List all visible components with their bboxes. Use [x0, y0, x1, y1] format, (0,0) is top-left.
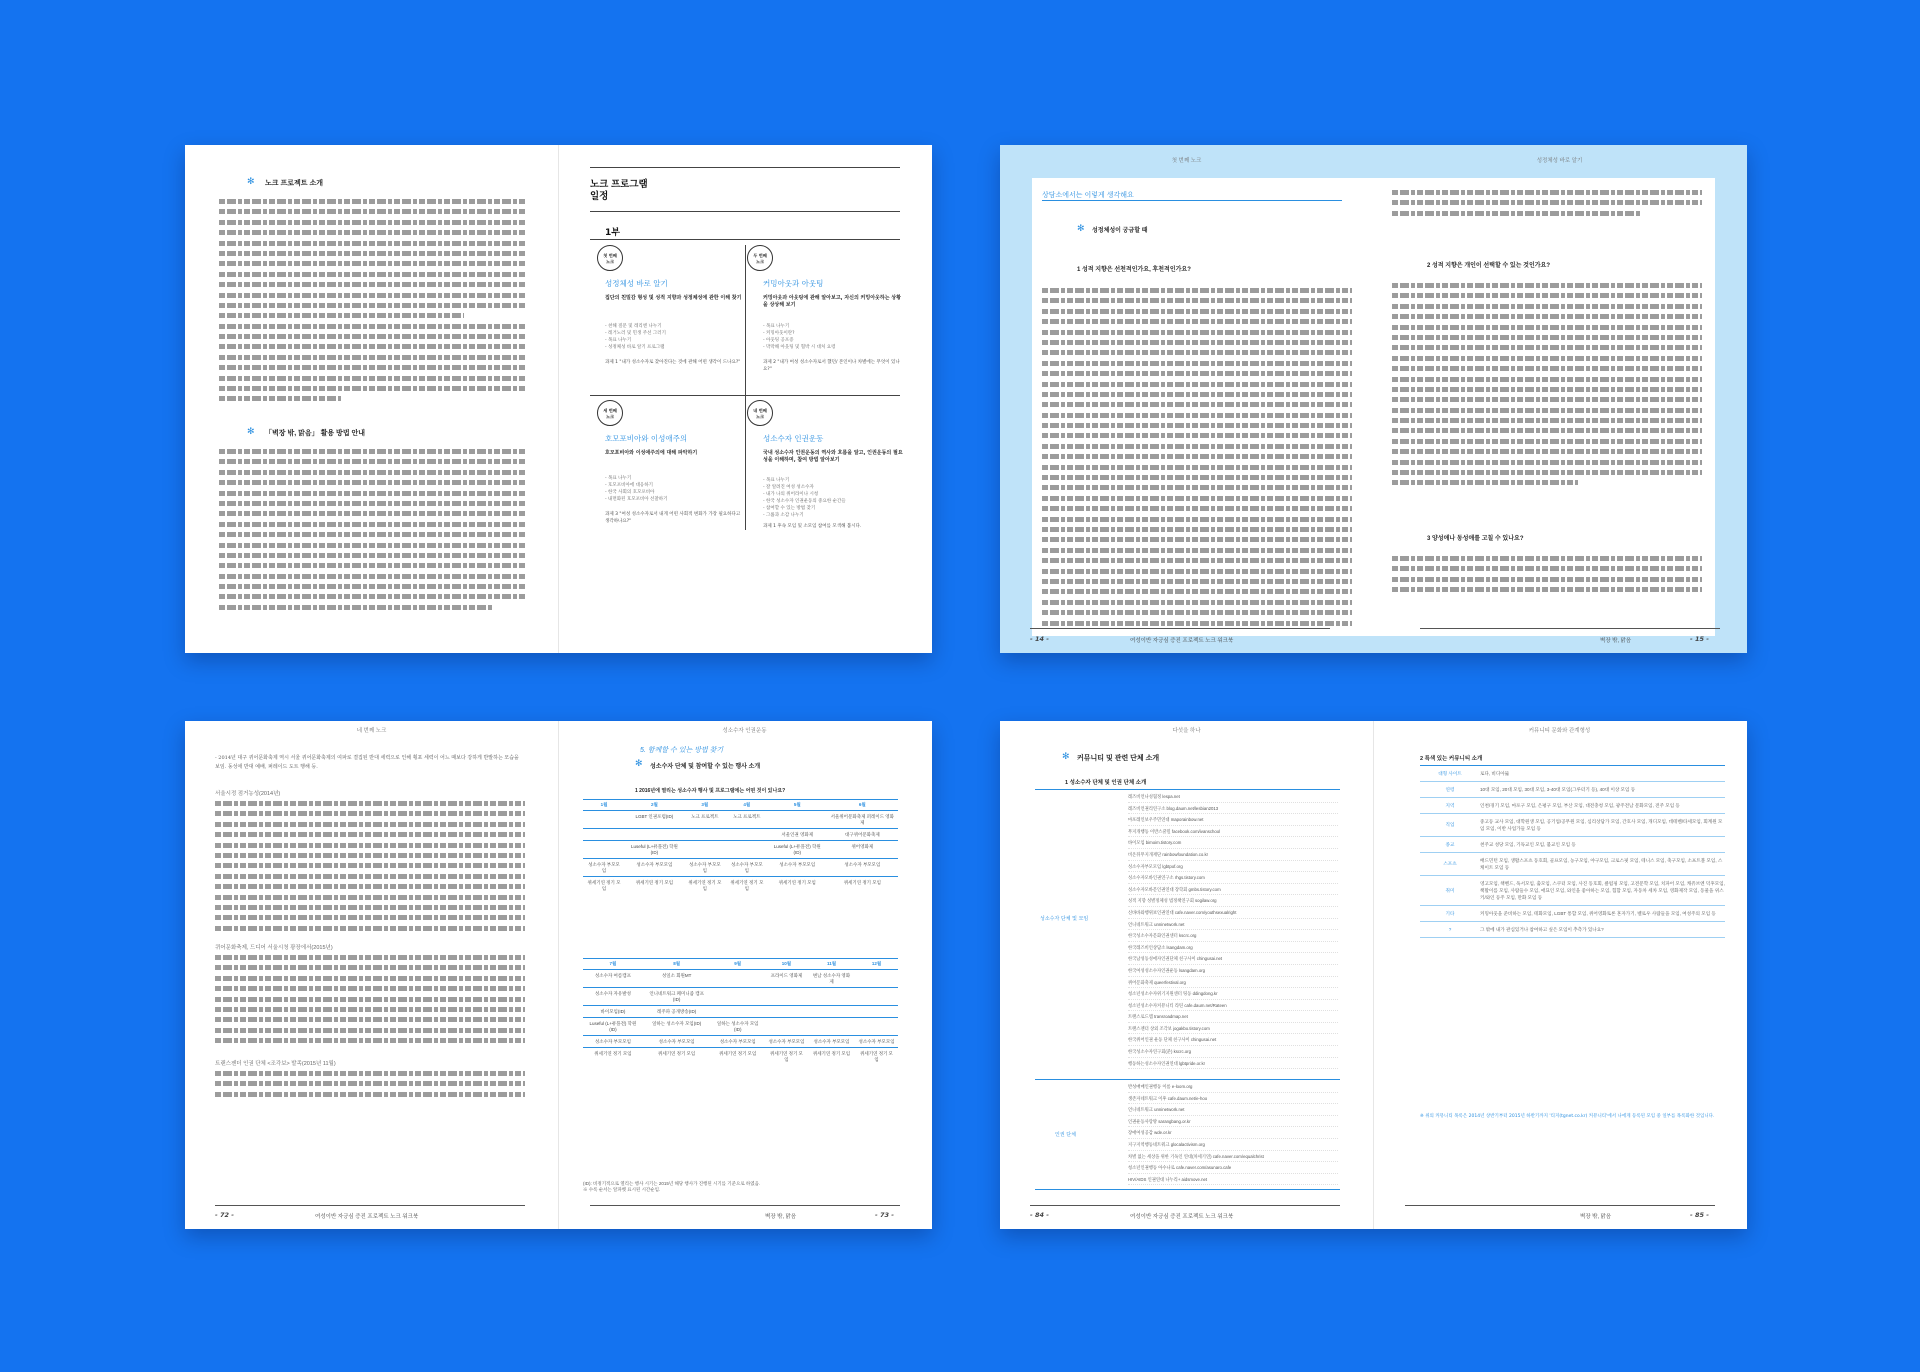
session-items: - 목표 나누기 - 호모포비아에 대응하기 - 한국 사회의 호모포비아 - 내면화된 호모포비아 선찰하기 과제 3 "여성 성소수자로서 내게 어떤 사회적 변화가 가장 필요하다고 생각하나요?" [605, 476, 741, 524]
table-note: (ID): 비정기적으로 열리는 행사 시기는 2015년 해당 행사가 진행된 시기를 기준으로 하였음. ※ 수록 순서는 알파벳 표시된 시간순임. [583, 1181, 761, 1192]
row-key: 지역 [1445, 802, 1455, 808]
row-value: 배드민턴 모임, 생활스포츠 동호회, 골프모임, 농구모임, 야구모임, 크로스핏 모임, 테니스 모임, 축구모임, 소프트볼 모임, 스케이트 모임 등 [1480, 858, 1723, 870]
running-head: 다섯을 하나 [1172, 728, 1201, 734]
month-header: 7월 [583, 959, 643, 970]
table-cell: 성소수자 부모모임 [583, 1036, 643, 1048]
table-cell: 퀴세기연 정기 모임 [726, 877, 768, 895]
table-cell: 서울퀴어문화축제 퍼레이드 영화제 [830, 813, 894, 825]
session-items: - 천해 질문 및 레리엔 나누기 - 레거노러 및 민생 주선 그러기 - 목표 나누기 - 성정체성 바로 알기 프로그램 과제 1 "내가 성소수자로 찾아진다는 것에 관해 어떤 생각이 드나요?" [605, 324, 741, 365]
list-item: 차별 없는 세상을 위한 기독인 연대(차세기연) cafe.naver.com/equalchrist [1128, 1151, 1338, 1163]
spread-page-2 [1000, 145, 1747, 653]
row-value: 인천/경기 모임, 마포구 모임, 은평구 모임, 부산 모임, 대전충청 모임, 광주전남 문화모임, 전주 모임 등 [1480, 803, 1680, 808]
asterisk-icon: ✻ [1077, 224, 1085, 234]
rule [1042, 200, 1342, 201]
session-subtitle: 호모포비아와 이성애주의에 대해 파악하기 [605, 450, 698, 456]
table-row [583, 841, 898, 859]
divider-horizontal [590, 395, 900, 396]
schedule-title: 노크 프로그램 일정 [590, 179, 648, 202]
table-cell: 성소수자 부모모임 [827, 859, 898, 877]
list-item: 신바바와행위보인권연대 cafe.naver.com/youthsexualright [1128, 907, 1338, 919]
table-row [1420, 814, 1725, 837]
list-item: 트랜스로드맵 transroadmap.net [1128, 1011, 1338, 1023]
table-cell: 성소수자 여름캠프 [594, 972, 631, 978]
table-cell [710, 1006, 765, 1018]
table-cell: Luseful (L+퓨플전) 학원(ID) [583, 1018, 643, 1036]
page-number: - 15 - [1690, 635, 1709, 643]
table-cell [855, 970, 898, 988]
table-cell [855, 1006, 898, 1018]
table-cell [765, 1006, 808, 1018]
row-key: ? [1448, 927, 1452, 932]
sub-heading: 서울시정 점거농성(2014년) [215, 791, 281, 797]
session-badge: 두 번째 노크 [747, 245, 773, 271]
list-item: HIV/AIDS 인권연대 나누리+ aidsmove.net [1128, 1174, 1338, 1186]
running-head: 성정체성 바로 알기 [1536, 158, 1583, 164]
footer-rule [1030, 628, 1330, 629]
events-table-b [583, 958, 898, 1065]
list-item: 한국여성성소수자인권운동 lsangdam.org [1128, 965, 1338, 977]
running-head: 첫 번째 노크 [1171, 158, 1202, 164]
footnote: ※ 위의 커뮤니티 목록은 2014년 상반기부터 2015년 하반기까지 '티지(tgnet.co.kr) 커뮤니티'에서 나에게 등록된 모임 중 일부를 목록화한 것입니다. [1420, 1114, 1715, 1119]
table-cell: 성일소 회원MT [661, 972, 692, 978]
table-cell [855, 988, 898, 1006]
sub-title: 성정체성이 궁금할 때 [1092, 228, 1148, 234]
table-cell: Luseful (L+퓨플전) 학원(ID) [768, 841, 827, 859]
table-cell: 성소수자 부모모임 [710, 1036, 765, 1048]
list-item: 청소년성소수자커뮤니티 라틴 cafe.daum.net/Rateen [1128, 1000, 1338, 1012]
org-list [1128, 1081, 1338, 1185]
table-row [583, 988, 898, 1006]
table-cell: 노크 프로젝트 [691, 813, 719, 819]
table-cell: 노크 프로젝트 [733, 813, 761, 819]
table-cell: 일하는 성소수자 모임(ID) [643, 1018, 711, 1036]
bullet-paragraph: - 2014년 대구 퀴어문화축제 역시 서울 퀴어문화축제의 여파로 결집된 반대 세력으로 인해 횡포 세력이 어느 때보다 강하게 반발하는 모습을 보임. 동성애 반대 예배, 퍼레이드 도트 행해 등. [215, 755, 519, 770]
footer-rule [215, 1205, 525, 1206]
question-heading: 3 양성애나 동성애를 고칠 수 있나요? [1427, 536, 1524, 542]
table-cell [726, 829, 768, 841]
list-item: 생존자네트워크 이후 cafe.daum.net/e-hoo [1128, 1093, 1338, 1105]
month-header: 4월 [726, 800, 768, 811]
events-table-a [583, 799, 898, 894]
session-title: 커밍아웃과 아웃팅 [763, 279, 824, 288]
table-row [583, 1036, 898, 1048]
session-title: 성정체성 바로 알기 [605, 279, 668, 288]
rule [590, 211, 900, 212]
table-cell: 레주파 공개방송(ID) [643, 1006, 711, 1018]
month-header: 9월 [710, 959, 765, 970]
table-cell [710, 970, 765, 988]
table-cell: 일하는 성소수자 모임(ID) [710, 1018, 765, 1036]
month-header: 10월 [765, 959, 808, 970]
part-label: 1부 [605, 228, 620, 238]
body-text [219, 449, 525, 615]
spread-page-4 [1000, 721, 1747, 1229]
month-header: 8월 [643, 959, 711, 970]
row-key: 직업 [1445, 822, 1455, 827]
footer-title: 여성이반 자긍심 증진 프로젝트 노크 워크북 [1130, 1214, 1234, 1220]
row-key: 대형 사이트 [1438, 770, 1462, 776]
session-title: 호모포비아와 이성애주의 [605, 434, 688, 443]
list-item: 비온뒤무지개재단 rainbowfoundation.co.kr [1128, 849, 1338, 861]
page-number: - 85 - [1690, 1211, 1709, 1219]
row-value: 커밍아웃을 준비하는 모임, 테화모임, LGBT 통합 모임, 퀴어영화토론 혼자가기, 벨로우 사람들을 모임, 여성주의 모임 등 [1480, 911, 1716, 916]
footer-title: 벽장 밖, 맑음 [765, 1214, 797, 1220]
question-heading: 2 성적 지향은 개인이 선택할 수 있는 것인가요? [1427, 263, 1550, 269]
table-cell: 퀴세기연 정기 모임 [583, 877, 625, 895]
month-header: 2월 [625, 800, 684, 811]
session-badge: 첫 번째 노크 [597, 245, 623, 271]
table-row [1420, 853, 1725, 876]
row-key: 기타 [1445, 910, 1455, 916]
table-cell [684, 841, 726, 859]
row-value: 그 밖에 내가 관심있거나 참여하고 싶은 모임이 추측가 있나요? [1480, 927, 1604, 932]
table-cell [808, 1006, 855, 1018]
table-cell: 퀴세기연 정기 모임 [684, 877, 726, 895]
community-table [1420, 766, 1725, 938]
session-badge: 세 번째 노크 [597, 400, 623, 426]
list-item: 한국성소수자연구회(준) kscrc.org [1128, 1046, 1338, 1058]
asterisk-icon: ✻ [1062, 752, 1070, 762]
body-text [1392, 283, 1702, 491]
spread-page-1 [185, 145, 932, 653]
list-item: 장애여성공감 wde.or.kr [1128, 1127, 1338, 1139]
body-text [215, 955, 525, 1049]
list-item: 성소수자모바문인권연대 장학회 gmbs.tistory.com [1128, 884, 1338, 896]
month-header: 12월 [855, 959, 898, 970]
category-label: 인권 단체 [1055, 1132, 1076, 1138]
table-cell [765, 988, 808, 1006]
list-item: 한국레즈비언상담소 lsangdam.org [1128, 942, 1338, 954]
sub-title: 1 성소수자 단체 및 인권 단체 소개 [1065, 780, 1147, 786]
list-item: 성적 지향 성별정체성 법정책연구회 sogilaw.org [1128, 895, 1338, 907]
list-item: 언니네트워크 unninetwork.net [1128, 1104, 1338, 1116]
month-header: 1월 [583, 800, 625, 811]
table-cell [710, 988, 765, 1006]
session-items: - 목표 나누기 - 잘 알려진 여성 성소수자 - 내가 나의 퀴어라이나 시청 - 한국 성소수자 인권운동의 중요한 순간들 - 참여할 수 있는 방법 찾기 - 그룹과 소감 나누기 과제 1 후속 모임 및 소모임 참여를 모색해 봅시다. [763, 478, 862, 529]
table-cell: 성소수자 부모모임 [583, 859, 625, 877]
section-title: 커뮤니티 및 관련 단체 소개 [1077, 755, 1160, 762]
table-cell [583, 811, 625, 829]
table-cell: Luseful (L+퓨플전) 학원(ID) [625, 841, 684, 859]
table-cell: LGBT 인권포럼(ID) [635, 813, 674, 819]
session-items: - 목표 나누기 - 커밍아웃이란? - 아웃팅 공포증 - 막막해 아웃팅 및 혐박 시 대처 요령 과제 2 "내가 여성 성소수자로서 했던/ 본인이나 차별에는 무엇이 있나요?" [763, 324, 900, 372]
rule [590, 239, 900, 240]
table-row [583, 859, 898, 877]
section-title: 상담소에서는 이렇게 생각해요 [1042, 192, 1134, 199]
row-key: 연령 [1445, 786, 1455, 792]
table-cell: 퀴세기연 정기 모임 [625, 877, 684, 895]
table-row [583, 1006, 898, 1018]
body-text [1042, 288, 1352, 631]
list-item: 레즈비언권리연구소 blog.daum.net/lesbian2013 [1128, 803, 1338, 815]
footer-rule [1405, 1205, 1715, 1206]
table-cell: 변남 성소수자 영화제 [812, 972, 851, 984]
footer-rule [590, 1205, 900, 1206]
list-item: 트랜스젠더 상외 조각보 jogakbo.tistory.com [1128, 1023, 1338, 1035]
list-item: 행동하는성소수자인권연대 lgbtpride.or.kr [1128, 1058, 1338, 1070]
list-item: 한국남성동성애자인권단체 친구사이 chingusai.net [1128, 953, 1338, 965]
table-row [583, 829, 898, 841]
list-item: 청소년인권행동 아수나로 cafe.naver.com/asunaro.cafe [1128, 1162, 1338, 1174]
table-row [1420, 782, 1725, 798]
table-cell: 성소수자 부모모임 [726, 859, 768, 877]
table-row [583, 877, 898, 895]
footer-title: 여성이반 자긍심 증진 프로젝트 노크 워크북 [315, 1214, 419, 1220]
list-item: 퀴어문화축제 queerfestival.org [1128, 977, 1338, 989]
session-badge: 네 번째 노크 [747, 400, 773, 426]
section-subtitle: 성소수자 단체 및 참여할 수 있는 행사 소개 [650, 764, 761, 770]
gutter [558, 145, 559, 653]
table-cell: 성소수자 부모모임 [765, 1036, 808, 1048]
table-cell [583, 841, 625, 859]
table-cell: 퀴세기연 정기 모임 [808, 1048, 855, 1066]
table-cell: 퀴세기연 정기 모임 [855, 1048, 898, 1066]
session-subtitle: 국내 성소수자 인권운동의 역사와 흐름을 알고, 인권운동의 필요성을 이해하며, 참여 방법 알아보기 [763, 450, 903, 463]
list-item: 반성매매인권행동 이룸 e-loom.org [1128, 1081, 1338, 1093]
row-value: 천주교 성당 모임, 기독교인 모임, 불교인 모임 등 [1480, 842, 1576, 847]
running-head: 성소수자 인권운동 [722, 728, 767, 734]
list-item: 바이모임 bimoim.tistory.com [1128, 837, 1338, 849]
row-key: 취미 [1445, 887, 1455, 893]
section-title: 5. 함께할 수 있는 방법 찾기 [640, 747, 724, 754]
row-key: 종교 [1445, 841, 1455, 847]
list-item: 무지개행동 이반스쿨밀 facebook.com/ivanschool [1128, 826, 1338, 838]
table-cell: 성소수자 부모모임 [855, 1036, 898, 1048]
row-key: 스포츠 [1443, 861, 1457, 866]
asterisk-icon: ✻ [247, 427, 255, 437]
list-item: 인권운동사랑방 sarangbang.or.kr [1128, 1116, 1338, 1128]
rule [1035, 789, 1340, 790]
table-cell: 성소수자 부모모임 [768, 859, 827, 877]
category-label: 성소수자 단체 및 모임 [1040, 916, 1089, 922]
page-number: - 14 - [1030, 635, 1049, 643]
session-subtitle: 집단의 친밀감 형성 및 성적 지향과 성정체성에 관한 이해 찾기 [605, 295, 742, 301]
footer-title: 여성이반 자긍심 증진 프로젝트 노크 워크북 [1130, 638, 1234, 644]
divider-vertical [745, 245, 746, 530]
table-cell [808, 988, 855, 1006]
table-row [1420, 922, 1725, 938]
footer-rule [1030, 1205, 1340, 1206]
month-header: 11월 [808, 959, 855, 970]
table-cell [768, 811, 827, 829]
running-head: 네 번째 노크 [356, 728, 387, 734]
sub-heading: 퀴어문화축제, 드디어 서울시청 광장에서(2015년) [215, 945, 333, 951]
list-item: 마포레인보우주민연대 maporainbow.net [1128, 814, 1338, 826]
body-text [1392, 190, 1702, 221]
table-cell [583, 829, 625, 841]
table-cell: 성소수자 부모모임 [808, 1036, 855, 1048]
table-cell: 언니네트워크 페미니즘 캠프(ID) [643, 988, 711, 1006]
gutter [558, 721, 559, 1229]
table-cell: 성소수자 자유발성 [583, 988, 643, 1006]
body-text [219, 199, 525, 407]
row-value: 영고모임, 책벤드, 독서모임, 출모임, 스쿠터 모임, 사진 동호회, 클럽핑 모임, 고전문학 모임, 치파어 모임, 캐쥬브엔 덕후모임, 책활이를 모임, 사람들수 모임, 애묘인 모임, 와인을 좋아하는 모임, 힙합 모임, 자동차 세차 모임, 영화제작 모임, 동물을 위스키/와인 등주 모임, 만화 모임 등 [1480, 881, 1725, 900]
table-row [1420, 906, 1725, 922]
month-header: 3월 [684, 800, 726, 811]
body-text [215, 801, 525, 936]
right-title: 2 특색 있는 커뮤니티 소개 [1420, 756, 1483, 762]
session-title: 성소수자 인권운동 [763, 434, 824, 443]
asterisk-icon: ✻ [635, 759, 643, 769]
table-cell: 퀴세기연 정기 모임 [710, 1048, 765, 1066]
month-header: 6월 [827, 800, 898, 811]
body-text [215, 1071, 525, 1102]
body-text [1392, 556, 1702, 598]
table-row [1420, 798, 1725, 814]
list-item: 청소년성소수자위기지원센터 띵동 ddingdong.kr [1128, 988, 1338, 1000]
list-item: 레즈비언나성협정 lespa.net [1128, 791, 1338, 803]
list-item: 성소수자모바인권연구소 rhgs.tistory.com [1128, 872, 1338, 884]
table-title: 1 2016년에 열리는 성소수자 행사 및 프로그램에는 어떤 것이 있나요? [635, 788, 786, 794]
question-heading: 1 성적 지향은 선천적인가요, 후천적인가요? [1077, 267, 1191, 273]
running-head: 커뮤니티 문화와 관계형성 [1528, 728, 1591, 734]
table-row [1420, 837, 1725, 853]
list-item: 성소수자부모모임 lgbtpof.org [1128, 861, 1338, 873]
table-cell: 대구퀴어문화축제 [827, 829, 898, 841]
table-row [583, 1048, 898, 1066]
table-cell: 프라이드 영화제 [770, 972, 803, 978]
table-cell: 성소수자 부모모임 [643, 1036, 711, 1048]
gutter [1373, 721, 1374, 1229]
table-row [583, 970, 898, 988]
table-row [1420, 766, 1725, 782]
page-number: - 84 - [1030, 1211, 1049, 1219]
list-item: 한국퀴어인권 운동 단체 친구사이 chingusai.net [1128, 1034, 1338, 1046]
page-number: - 73 - [875, 1211, 894, 1219]
table-cell: 바이모임(ID) [583, 1006, 643, 1018]
table-row [583, 1018, 898, 1036]
rule [1035, 1189, 1340, 1190]
row-value: 로다, 비디아뚫 [1480, 771, 1510, 776]
table-cell [726, 841, 768, 859]
content-card [1032, 178, 1715, 636]
table-cell: 퀴세기연 정기 모임 [583, 1048, 643, 1066]
table-row [1420, 876, 1725, 906]
table-cell: 성소수자 부모모임 [684, 859, 726, 877]
page-number: - 72 - [215, 1211, 234, 1219]
table-cell [684, 829, 726, 841]
table-cell [855, 1018, 898, 1036]
rule [590, 167, 900, 168]
rule [1035, 1079, 1340, 1080]
asterisk-icon: ✻ [247, 177, 255, 187]
table-cell [625, 829, 684, 841]
footer-rule [1420, 628, 1720, 629]
table-cell: 퀴세기연 정기 모임 [768, 877, 827, 895]
list-item: 지구지역행동네트워크 glocalactivism.org [1128, 1139, 1338, 1151]
section-heading: 노크 프로젝트 소개 [265, 180, 323, 187]
table-cell: 퀴세기연 정기 모임 [827, 877, 898, 895]
table-cell: 퀴어영화제 [827, 841, 898, 859]
row-value: 중고등 교사 모임, 대학원생 모임, 공기업/공무원 모임, 심리상담가 모임, 간호사 모임, 개디모임, 데테벤/타세모임, 회계원 모임 모임, 이반 사업가들 모임 등 [1480, 819, 1723, 831]
section-heading: 「벽장 밖, 맑음」 활용 방법 안내 [265, 430, 366, 437]
table-row [583, 811, 898, 829]
list-item: 한국성소수자문화인권센터 kscrc.org [1128, 930, 1338, 942]
footer-title: 벽장 밖, 맑음 [1600, 638, 1632, 644]
spread-page-3 [185, 721, 932, 1229]
table-cell: 퀴세기연 정기 모임 [643, 1048, 711, 1066]
sub-heading: 트랜스젠더 인권 단체 <조각보> 발족(2015년 11월) [215, 1061, 336, 1067]
footer-title: 벽장 밖, 맑음 [1580, 1214, 1612, 1220]
org-list [1128, 791, 1338, 1069]
table-cell [808, 1018, 855, 1036]
month-header: 5월 [768, 800, 827, 811]
table-cell [765, 1018, 808, 1036]
table-cell: 성소수자 부모모임 [625, 859, 684, 877]
list-item: 언니네트워크 unninetwork.net [1128, 919, 1338, 931]
table-cell: 퀴세기연 정기 모임 [765, 1048, 808, 1066]
table-cell: 서울인권 영화제 [768, 829, 827, 841]
session-subtitle: 커밍아웃과 아웃팅에 관해 알아보고, 자신의 커밍아웃하는 상황을 상상해 보기 [763, 295, 901, 308]
row-value: 10대 모임, 20대 모임, 30대 모임, 3-40대 모임(그루터기 등), 40대 이상 모임 등 [1480, 787, 1636, 792]
